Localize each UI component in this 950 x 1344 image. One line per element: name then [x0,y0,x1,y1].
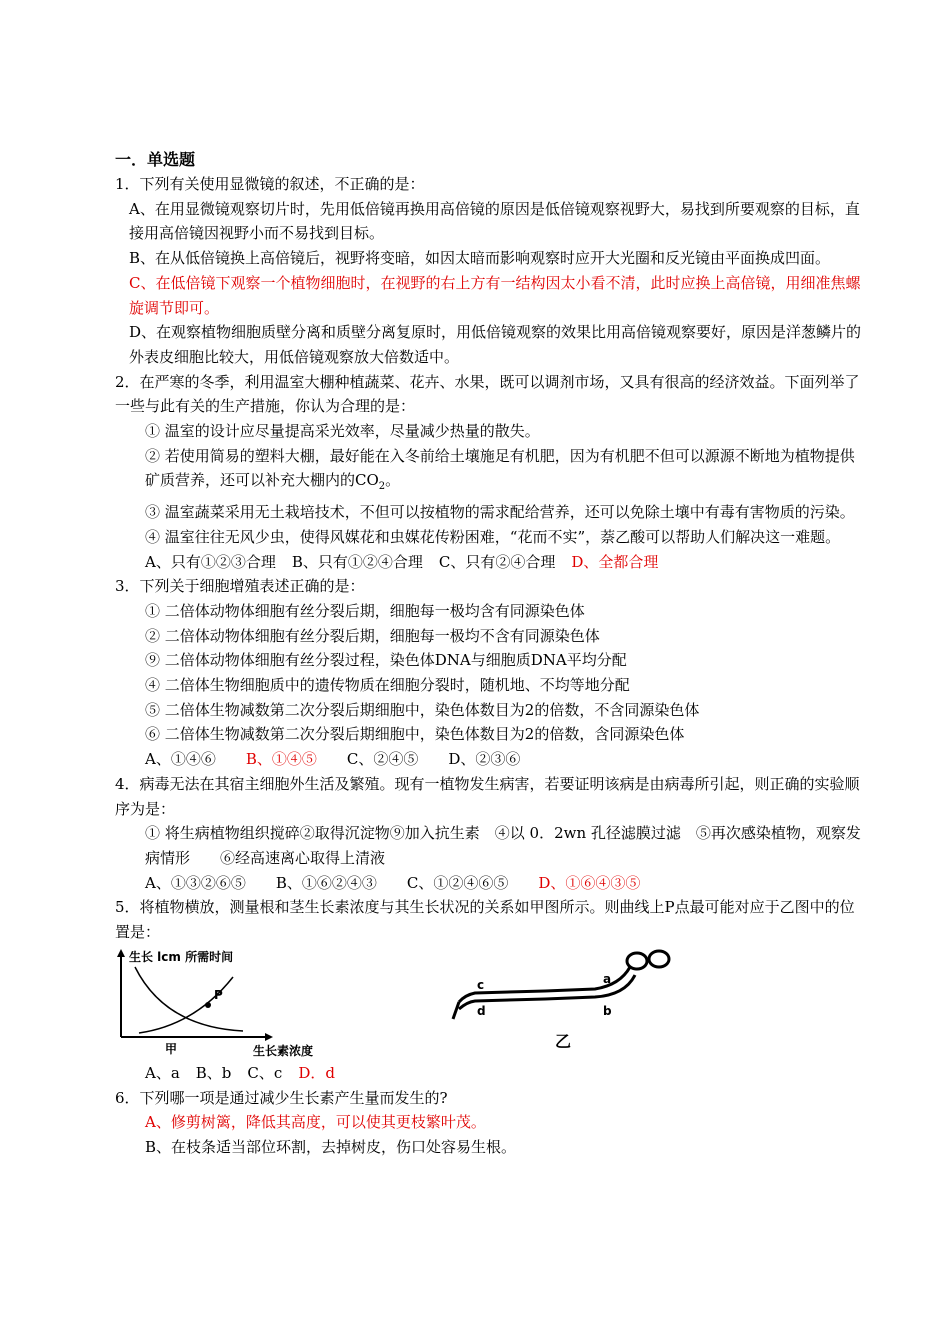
q4-option-c: C、①②④⑥⑤ [406,873,509,892]
q2-item-2: ② 若使用简易的塑料大棚，最好能在入冬前给土壤施足有机肥，因为有机肥不但可以源源不断地为植物提供矿质营养，还可以补充大棚内的$CO_2$。 [145,446,855,493]
q3-option-d: D、②③⑥ [448,750,521,769]
fig-b-name: 乙 [555,1031,572,1051]
q2-option-a: A、只有①②③合理 [145,552,276,571]
q5-figures [115,947,865,1057]
q3-option-a: A、①④⑥ [145,750,216,769]
q2-item-1: ① 温室的设计应尽量提高采光效率，尽量减少热量的散失。 [145,422,540,441]
figure-yi [445,947,685,1057]
q2-option-c: C、只有②④合理 [438,552,556,571]
q5-option-b: B、b [195,1063,232,1082]
q2-stem: 2．在严寒的冬季，利用温室大棚种植蔬菜、花卉、水果，既可以调剂市场，又具有很高的经济效益。下面列举了一些与此有关的生产措施，你认为合理的是： [115,372,860,416]
q3-item-3: ⑨ 二倍体动物体细胞有丝分裂过程，染色体DNA与细胞质DNA平均分配 [145,651,627,670]
q2-item-3: ③ 温室蔬菜采用无土栽培技术，不但可以按植物的需求配给营养，还可以免除土壤中有毒有害物质的污染。 [145,503,855,522]
q6-option-b: B、在枝条适当部位环割，去掉树皮，伤口处容易生根。 [145,1137,517,1156]
q1-stem: 1．下列有关使用显微镜的叙述，不正确的是： [115,175,425,193]
q3-item-5: ⑤ 二倍体生物减数第二次分裂后期细胞中，染色体数目为2的倍数，不含同源染色体 [145,700,700,719]
q6-option-a-answer: A、修剪树篱，降低其高度，可以使其更枝繁叶茂。 [145,1113,486,1132]
fig-b-label-a: a [603,971,612,986]
fig-a-xlabel: 生长素浓度 [253,1043,314,1058]
fig-a-point-label: P [214,987,223,1002]
q4-option-a: A、①③②⑥⑤ [145,873,246,892]
q3-item-4: ④ 二倍体生物细胞质中的遗传物质在细胞分裂时，随机地、不均等地分配 [145,676,630,695]
q3-item-1: ① 二倍体动物体细胞有丝分裂后期，细胞每一极均含有同源染色体 [145,601,585,620]
q4-steps: ① 将生病植物组织搅碎②取得沉淀物⑨加入抗生素 ④以 0．2wn 孔径滤膜过滤 ⑤再次感染植物，观察发病情形 ⑥经高速离心取得上清液 [145,824,861,867]
q3-options [115,747,865,772]
q2-option-b: B、只有①②④合理 [291,552,423,571]
q2-option-d-answer: D、全都合理 [571,552,659,571]
document-page [115,148,865,1160]
q6-stem: 6．下列哪一项是通过减少生长素产生量而发生的? [115,1088,448,1107]
q3-item-2: ② 二倍体动物体细胞有丝分裂后期，细胞每一极均不含有同源染色体 [145,626,600,645]
q5-options [115,1061,865,1086]
q3-item-6: ⑥ 二倍体生物减数第二次分裂后期细胞中，染色体数目为2的倍数，含同源染色体 [145,725,685,744]
section-title: 一．单选题 [115,150,196,169]
q5-option-d-answer: D．d [298,1063,335,1082]
curve-ascending [139,977,233,1033]
q2-options [115,550,865,575]
leaf-right [649,951,669,967]
q1-option-a: A、在用显微镜观察切片时，先用低倍镜再换用高倍镜的原因是低倍镜观察视野大，易找到所要观察的目标，直接用高倍镜因视野小而不易找到目标。 [129,199,860,243]
q5-stem: 5．将植物横放，测量根和茎生长素浓度与其生长状况的关系如甲图所示。则曲线上P点最可能对应于乙图中的位置是： [115,898,855,942]
q3-option-c: C、②④⑤ [346,750,419,769]
q4-option-b: B、①⑥②④③ [275,873,377,892]
point-p [205,1002,211,1008]
fig-b-label-b: b [603,1003,612,1018]
curve-descending [135,967,243,1031]
q4-option-d-answer: D、①⑥④③⑤ [538,873,641,892]
q5-option-c: C、c [247,1063,283,1082]
x-axis-arrow-icon [265,1033,273,1041]
q3-option-b-answer: B、①④⑤ [245,750,317,769]
q1-option-c-answer: C、在低倍镜下观察一个植物细胞时，在视野的右上方有一结构因太小看不清，此时应换上高倍镜，用细准焦螺旋调节即可。 [129,273,861,317]
fig-a-name: 甲 [165,1041,178,1056]
q1-option-d: D、在观察植物细胞质壁分离和质壁分离复原时，用低倍镜观察的效果比用高倍镜观察要好，原因是洋葱鳞片的外表皮细胞比较大，用低倍镜观察放大倍数适中。 [129,323,862,366]
q3-stem: 3．下列关于细胞增殖表述正确的是： [115,577,365,596]
root-tip [453,1002,459,1019]
fig-b-label-c: c [477,977,485,992]
q4-options [115,871,865,896]
y-axis-arrow-icon [117,949,125,957]
fig-b-label-d: d [477,1003,486,1018]
q5-option-a: A、a [145,1063,180,1082]
fig-a-ylabel: 生长 lcm 所需时间 [129,949,234,964]
q1-option-b: B、在从低倍镜换上高倍镜后，视野将变暗，如因太暗而影响观察时应开大光圈和反光镜由平面换成凹面。 [129,249,831,268]
figure-jia [115,947,314,1058]
q2-item-4: ④ 温室往往无风少虫，使得风媒花和虫媒花传粉困难，“花而不实”，萘乙酸可以帮助人们解决这一难题。 [145,527,841,546]
q4-stem: 4．病毒无法在其宿主细胞外生活及繁殖。现有一植物发生病害，若要证明该病是由病毒所引起，则正确的实验顺序为是： [115,774,860,818]
leaf-left [627,953,647,969]
